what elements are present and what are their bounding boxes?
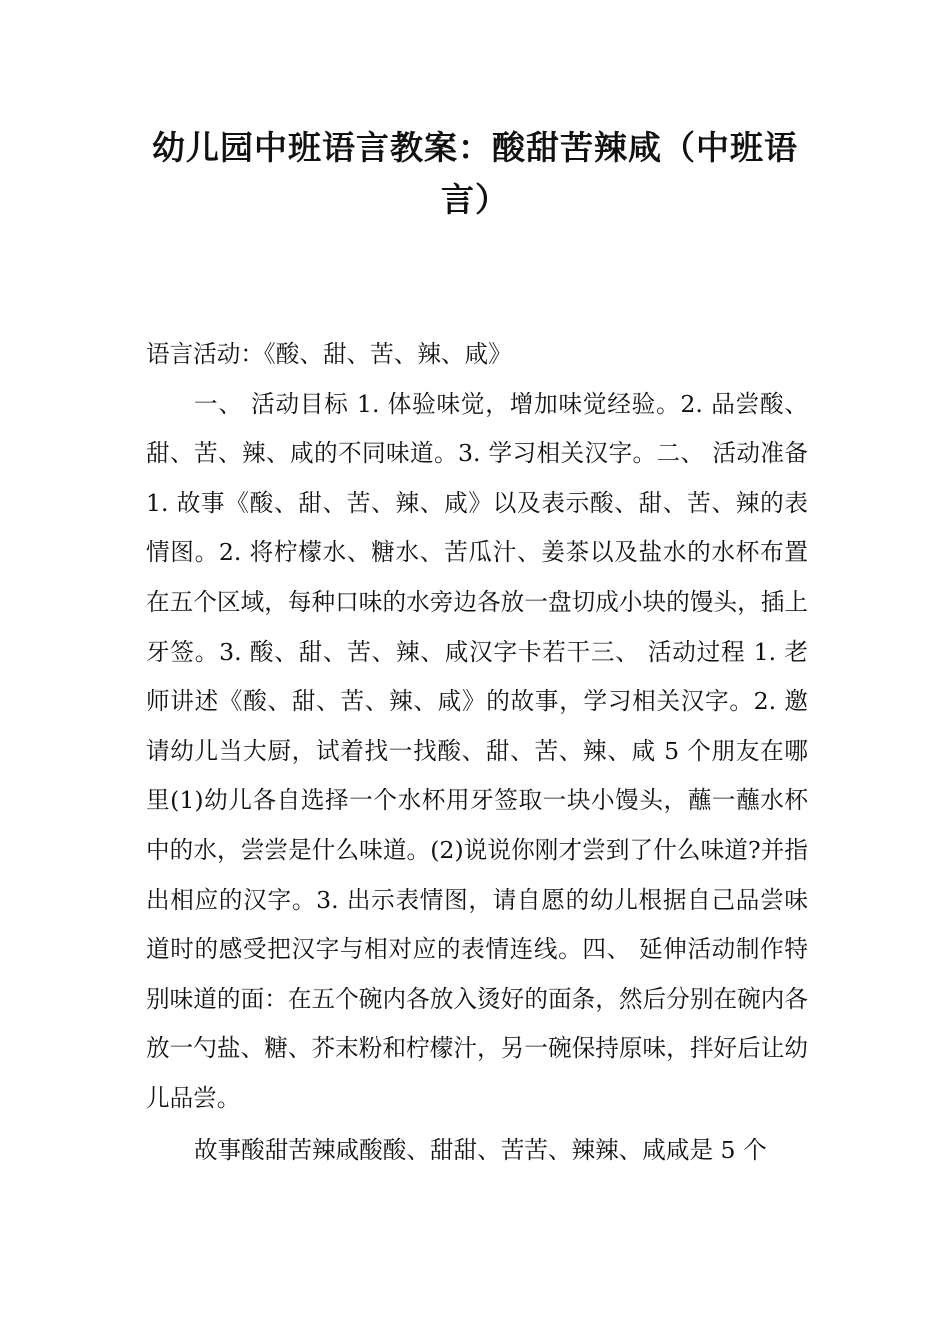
- story-paragraph: 故事酸甜苦辣咸酸酸、甜甜、苦苦、辣辣、咸咸是 5 个: [194, 1135, 767, 1164]
- document-title: 幼儿园中班语言教案：酸甜苦辣咸（中班语言）: [152, 128, 798, 219]
- document-body: [146, 330, 808, 1175]
- lesson-plan-paragraph: 一、 活动目标 1. 体验味觉，增加味觉经验。2. 品尝酸、甜、苦、辣、咸的不同味道。3. 学习相关汉字。二、 活动准备 1. 故事《酸、甜、苦、辣、咸》以及表示酸、甜、苦、辣的表情图。2. 将柠檬水、糖水、苦瓜汁、姜茶以及盐水的水杯布置在五个区域，每种口味的水旁边各放一盘切成小块的馒头，插上牙签。3. 酸、甜、苦、辣、咸汉字卡若干三、 活动过程 1. 老师讲述《酸、甜、苦、辣、咸》的故事，学习相关汉字。2. 邀请幼儿当大厨，试着找一找酸、甜、苦、辣、咸 5 个朋友在哪里(1)幼儿各自选择一个水杯用牙签取一块小馒头，蘸一蘸水杯中的水，尝尝是什么味道。(2)说说你刚才尝到了什么味道?并指出相应的汉字。3. 出示表情图，请自愿的幼儿根据自己品尝味道时的感受把汉字与相对应的表情连线。四、 延伸活动制作特别味道的面：在五个碗内各放入烫好的面条，然后分别在碗内各放一勺盐、糖、芥末粉和柠檬汁，另一碗保持原味，拌好后让幼儿品尝。: [146, 389, 808, 1112]
- activity-heading: 语言活动：《酸、甜、苦、辣、咸》: [146, 340, 512, 368]
